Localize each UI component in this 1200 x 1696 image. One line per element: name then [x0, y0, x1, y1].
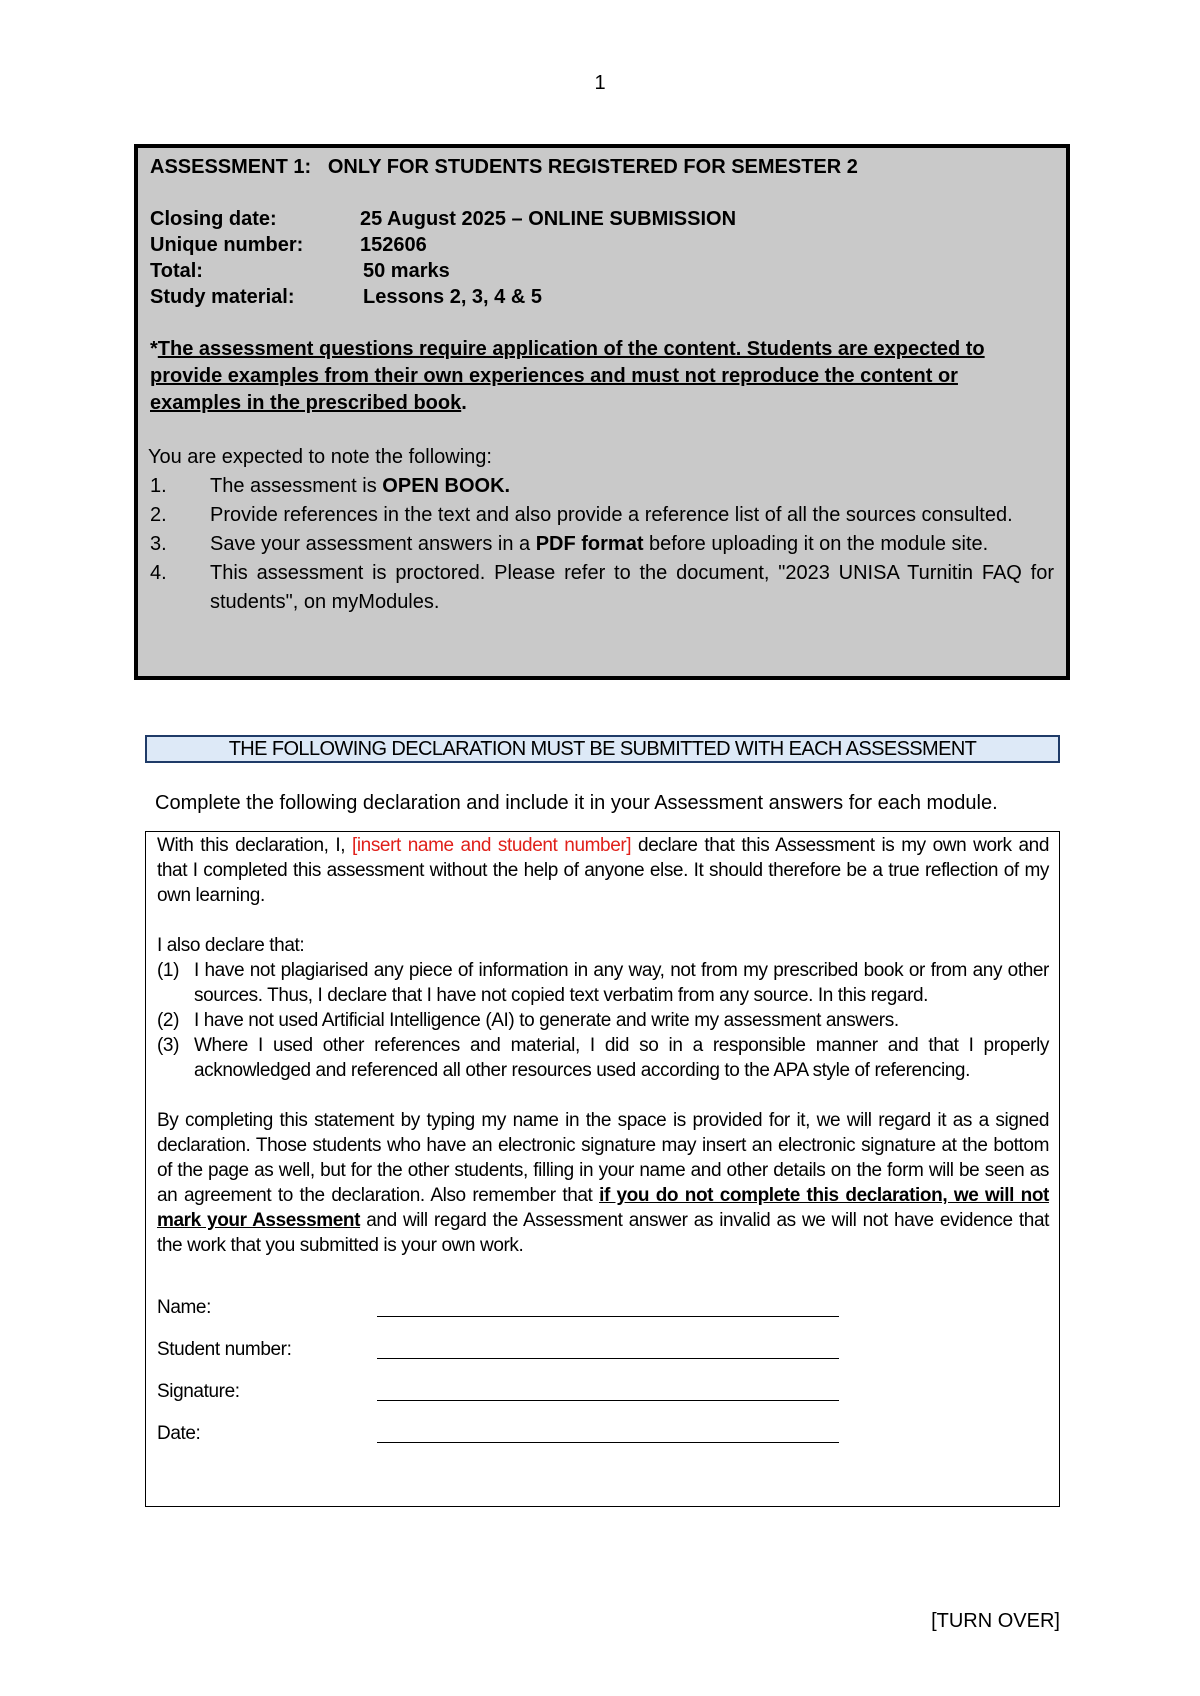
list-item [157, 1033, 1049, 1083]
detail-row-unique-number [150, 232, 1054, 258]
item-text-tail: before uploading it on the module site. [643, 533, 989, 555]
item-number: 3. [150, 533, 167, 555]
item-bold-text: PDF format [535, 533, 644, 555]
notice-asterisk: * [150, 338, 158, 360]
item-text: I have not plagiarised any piece of information in any way, not from my prescribed book or from any other sources. Thus, I declare that I have not copied text verbatim from any source. In this regard. [194, 960, 1049, 1006]
student-number-line[interactable] [377, 1338, 839, 1359]
item-text: The assessment is [210, 475, 383, 497]
field-label: Student number: [157, 1339, 292, 1360]
name-field[interactable] [157, 1278, 1049, 1320]
declaration-paragraph-signature [157, 1108, 1049, 1258]
list-item [150, 501, 1054, 530]
list-item [157, 1008, 1049, 1033]
item-text: Where I used other references and material, I did so in a responsible manner and that I properly acknowledged and referenced all other resources used according to the APA style of referencing. [194, 1035, 1049, 1081]
list-item [157, 958, 1049, 1008]
declaration-box [145, 831, 1060, 1507]
field-label: Name: [157, 1297, 211, 1318]
item-bold-text: OPEN BOOK. [382, 475, 511, 497]
also-declare-heading: I also declare that: [157, 935, 305, 956]
detail-row-study-material [150, 284, 1054, 310]
field-label: Date: [157, 1423, 201, 1444]
name-placeholder-text: [insert name and student number] [351, 835, 632, 856]
detail-label: Unique number: [150, 234, 304, 256]
item-text: This assessment is proctored. Please refer to the document, "2023 UNISA Turnitin FAQ for students", on myModules. [210, 562, 1054, 613]
list-item [150, 530, 1054, 559]
date-field[interactable] [157, 1404, 1049, 1446]
name-line[interactable] [377, 1296, 839, 1317]
item-number: 2. [150, 504, 167, 526]
item-number: (3) [157, 1035, 180, 1056]
text: By completing this statement by typing my name in the space is provided for it, we will regard it as a signed declaration. Those students who have an electronic signature may insert an electronic signature at the bottom of the page as well, but for the other students, filling in your name and other details on the form will be seen as an agreement to the declaration. Also remember that [157, 1110, 1049, 1206]
instructions-list [150, 472, 1054, 617]
list-item [150, 559, 1054, 617]
item-text: Save your assessment answers in a [210, 533, 536, 555]
detail-value: 152606 [360, 234, 427, 256]
assessment-details [150, 206, 1054, 310]
detail-value: Lessons 2, 3, 4 & 5 [363, 286, 542, 308]
item-number: (2) [157, 1010, 180, 1031]
detail-value: 25 August 2025 – ONLINE SUBMISSION [360, 208, 737, 230]
item-number: (1) [157, 960, 180, 981]
item-text: Provide references in the text and also provide a reference list of all the sources consulted. [210, 504, 1013, 526]
list-item [150, 472, 1054, 501]
date-line[interactable] [377, 1422, 839, 1443]
detail-row-closing-date [150, 206, 1054, 232]
text: and will regard the Assessment answer as invalid as we will not have evidence that the work that you submitted is your own work. [157, 1210, 1049, 1256]
declaration-list [157, 958, 1049, 1083]
declaration-fields [157, 1278, 1049, 1446]
declaration-paragraph-intro [157, 833, 1049, 908]
signature-field[interactable] [157, 1362, 1049, 1404]
detail-label: Total: [150, 260, 203, 282]
signature-line[interactable] [377, 1380, 839, 1401]
declaration-instruction: Complete the following declaration and include it in your Assessment answers for each module. [155, 792, 998, 814]
student-number-field[interactable] [157, 1320, 1049, 1362]
field-label: Signature: [157, 1381, 240, 1402]
detail-row-total [150, 258, 1054, 284]
page-number: 1 [594, 72, 606, 94]
assessment-title: ASSESSMENT 1: ONLY FOR STUDENTS REGISTERED FOR SEMESTER 2 [150, 156, 858, 178]
detail-value: 50 marks [363, 260, 450, 282]
text: With this declaration, I, [157, 835, 352, 856]
warning-text: if you do not complete this declaration, we will not mark your Assessment [157, 1185, 1049, 1231]
item-number: 1. [150, 475, 167, 497]
detail-label: Study material: [150, 286, 295, 308]
notice-text: The assessment questions require application of the content. Students are expected to provide examples from their own experiences and must not reproduce the content or examples in the prescribed book [150, 338, 985, 414]
instructions-intro: You are expected to note the following: [148, 446, 492, 468]
assessment-info-box [134, 144, 1070, 680]
text: declare that this Assessment is my own work and that I completed this assessment without the help of anyone else. It should therefore be a true reflection of my own learning. [157, 835, 1049, 906]
notice-period: . [461, 392, 467, 414]
declaration-header: THE FOLLOWING DECLARATION MUST BE SUBMITTED WITH EACH ASSESSMENT [145, 735, 1060, 763]
detail-label: Closing date: [150, 208, 277, 230]
item-number: 4. [150, 562, 167, 584]
item-text: I have not used Artificial Intelligence (AI) to generate and write my assessment answers. [194, 1010, 899, 1031]
application-notice [150, 336, 1054, 417]
turn-over-footer: [TURN OVER] [931, 1610, 1060, 1632]
